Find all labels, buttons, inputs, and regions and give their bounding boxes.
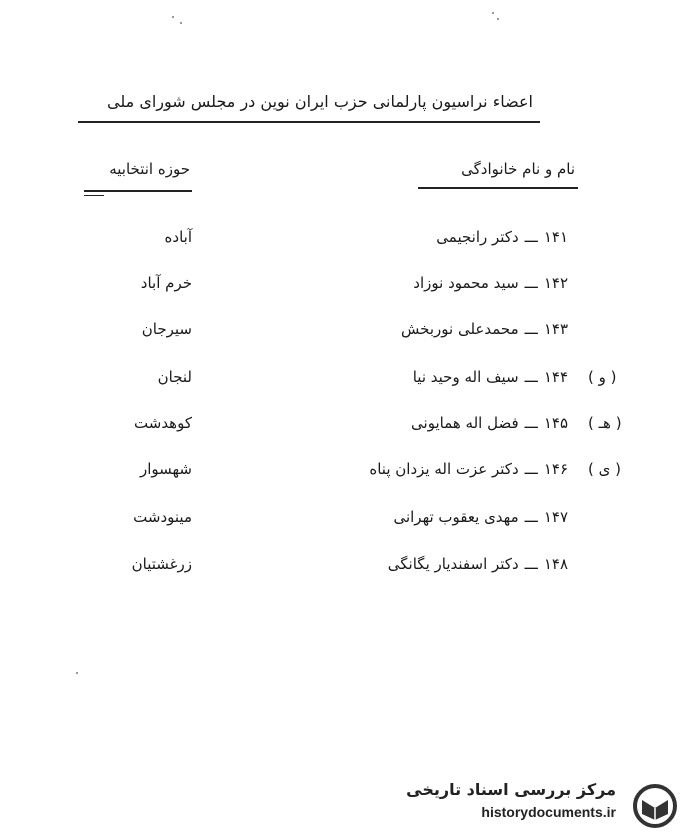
row-district: سیرجان (141, 320, 192, 338)
row-entry (401, 320, 568, 338)
row-number: ۱۴۸ (543, 555, 568, 573)
table-row (0, 368, 700, 398)
book-emblem-icon (626, 784, 684, 828)
row-number: ۱۴۶ (543, 460, 568, 478)
row-dash: ـــ (524, 414, 538, 432)
table-row (0, 508, 700, 538)
row-number: ۱۴۵ (543, 414, 568, 432)
page-title: اعضاء نراسیون پارلمانی حزب ایران نوین در مجلس شورای ملی (107, 92, 533, 111)
row-mark: ( ی ) (588, 460, 621, 478)
row-number: ۱۴۴ (543, 368, 568, 386)
row-entry (369, 460, 568, 478)
header-district: حوزه انتخابیه (109, 160, 190, 178)
table-row (0, 555, 700, 585)
row-name: مهدی یعقوب تهرانی (393, 508, 519, 526)
row-name: فضل اله همایونی (411, 414, 519, 432)
table-row (0, 414, 700, 444)
row-district: آباده (164, 228, 192, 246)
row-number: ۱۴۷ (543, 508, 568, 526)
row-district: لنجان (157, 368, 192, 386)
row-district: زرغشتیان (131, 555, 192, 573)
header-district-underline (84, 190, 192, 192)
row-dash: ـــ (524, 228, 538, 246)
row-number: ۱۴۲ (543, 274, 568, 292)
row-district: کوهدشت (134, 414, 192, 432)
row-name: دکتر رانجیمی (436, 228, 519, 246)
row-entry (413, 274, 568, 292)
table-row (0, 460, 700, 490)
scan-speck (492, 12, 494, 14)
row-number: ۱۴۳ (543, 320, 568, 338)
row-dash: ـــ (524, 368, 538, 386)
row-entry (388, 555, 568, 573)
row-name: سیف اله وحید نیا (412, 368, 519, 386)
table-row (0, 320, 700, 350)
row-district: خرم آباد (140, 274, 192, 292)
title-underline (78, 121, 540, 123)
scan-speck (76, 672, 78, 674)
row-district: مینودشت (133, 508, 192, 526)
row-dash: ـــ (524, 555, 538, 573)
header-district-underline-2 (84, 195, 104, 196)
row-entry (411, 414, 568, 432)
row-name: محمدعلی نوربخش (401, 320, 519, 338)
header-name: نام و نام خانوادگی (461, 160, 575, 178)
row-dash: ـــ (524, 508, 538, 526)
row-district: شهسوار (139, 460, 192, 478)
header-name-underline (418, 187, 578, 189)
watermark-url: historydocuments.ir (481, 804, 616, 820)
watermark (406, 780, 686, 830)
row-name: دکتر اسفندیار یگانگی (387, 555, 519, 573)
row-mark: ( و ) (588, 368, 617, 386)
row-entry (393, 508, 568, 526)
row-name: سید محمود نوزاد (413, 274, 519, 292)
row-entry (413, 368, 568, 386)
row-entry (436, 228, 568, 246)
row-mark: ( هـ ) (588, 414, 622, 432)
row-dash: ـــ (524, 274, 538, 292)
table-row (0, 274, 700, 304)
row-name: دکتر عزت اله یزدان پناه (369, 460, 519, 478)
scan-speck (497, 18, 499, 20)
table-row (0, 228, 700, 258)
scan-speck (180, 22, 182, 24)
row-dash: ـــ (524, 460, 538, 478)
row-number: ۱۴۱ (543, 228, 568, 246)
watermark-text: مرکز بررسی اسناد تاریخی (406, 780, 616, 799)
row-dash: ـــ (524, 320, 538, 338)
scan-speck (172, 16, 174, 18)
